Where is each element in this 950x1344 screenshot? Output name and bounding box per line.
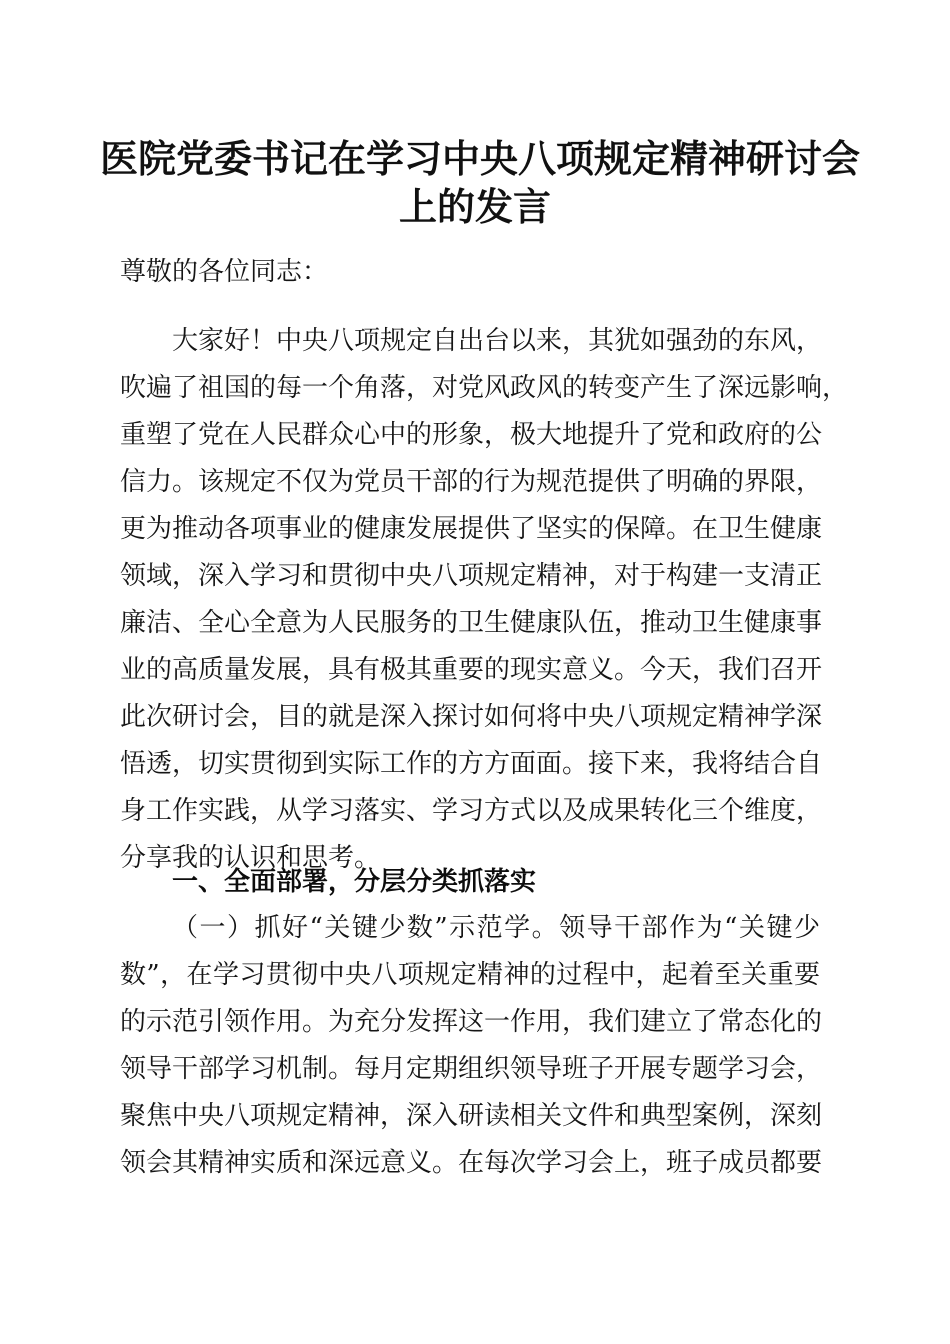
intro-line-10: 悟透，切实贯彻到实际工作的方方面面。接下来，我将结合自 — [120, 749, 823, 779]
intro-line-3: 重塑了党在人民群众心中的形象，极大地提升了党和政府的公 — [120, 420, 823, 450]
intro-line-8: 业的高质量发展，具有极其重要的现实意义。今天，我们召开 — [120, 655, 823, 685]
section-1-1-line-6: 领会其精神实质和深远意义。在每次学习会上，班子成员都要 — [120, 1148, 823, 1178]
intro-line-1: 大家好！中央八项规定自出台以来，其犹如强劲的东风， — [172, 326, 823, 356]
intro-line-9: 此次研讨会，目的就是深入探讨如何将中央八项规定精神学深 — [120, 702, 823, 732]
intro-line-11: 身工作实践，从学习落实、学习方式以及成果转化三个维度， — [120, 796, 823, 826]
section-1-1-line-3: 的示范引领作用。为充分发挥这一作用，我们建立了常态化的 — [120, 1007, 823, 1037]
section-1-1-line-5: 聚焦中央八项规定精神，深入研读相关文件和典型案例，深刻 — [120, 1101, 823, 1131]
intro-line-12: 分享我的认识和思考。 — [120, 843, 381, 873]
document-title-line-1: 医院党委书记在学习中央八项规定精神研讨会 — [100, 136, 861, 181]
intro-line-7: 廉洁、全心全意为人民服务的卫生健康队伍，推动卫生健康事 — [120, 608, 823, 638]
document-title-line-2: 上的发言 — [398, 184, 551, 229]
section-1-heading: 一、全面部署，分层分类抓落实 — [172, 867, 537, 897]
intro-line-5: 更为推动各项事业的健康发展提供了坚实的保障。在卫生健康 — [120, 514, 823, 544]
section-1-1-line-1: （一）抓好“关键少数”示范学。领导干部作为“关键少 — [172, 913, 820, 943]
intro-line-4: 信力。该规定不仅为党员干部的行为规范提供了明确的界限， — [120, 467, 823, 497]
section-1-1-line-2: 数”，在学习贯彻中央八项规定精神的过程中，起着至关重要 — [120, 960, 820, 990]
intro-line-6: 领域，深入学习和贯彻中央八项规定精神，对于构建一支清正 — [120, 561, 823, 591]
intro-line-2: 吹遍了祖国的每一个角落，对党风政风的转变产生了深远影响， — [120, 373, 849, 403]
section-1-1-line-4: 领导干部学习机制。每月定期组织领导班子开展专题学习会， — [120, 1054, 823, 1084]
salutation: 尊敬的各位同志： — [120, 257, 329, 287]
